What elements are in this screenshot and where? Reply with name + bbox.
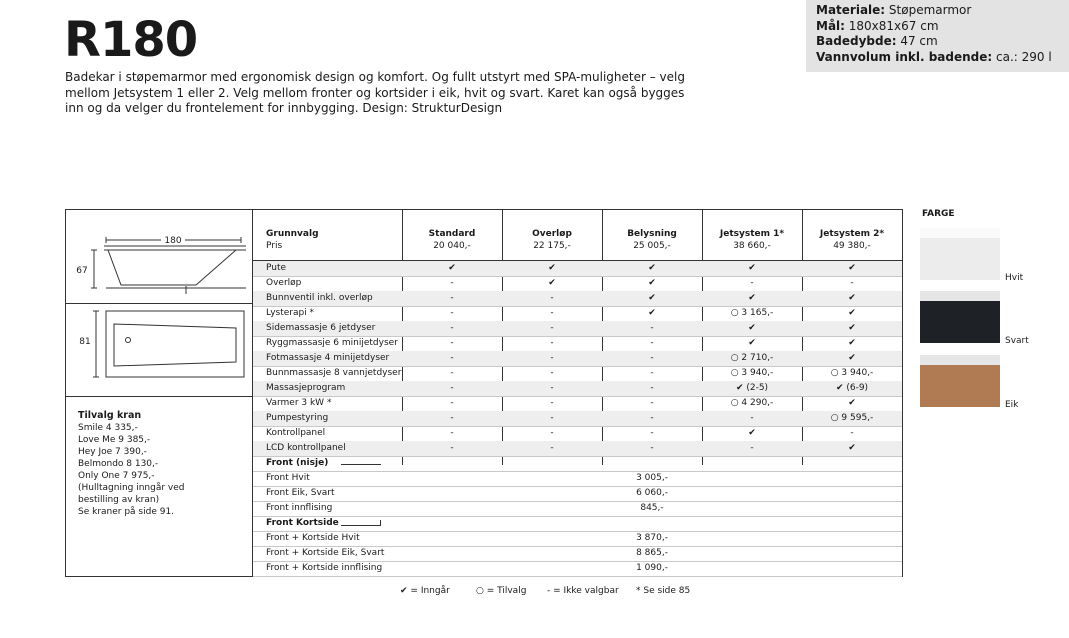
feature-label: Overløp [266,278,302,288]
front-price: 8 865,- [636,548,668,558]
front-label: Front Eik, Svart [266,488,335,498]
bathtub-drawing [66,210,252,396]
feature-cell: ✔ [648,263,656,273]
feature-cell: - [850,428,854,438]
column-header [502,228,602,252]
spec-label: Vannvolum inkl. badende: [816,49,993,64]
column-header [602,228,702,252]
column-header-price: 22 175,- [533,241,571,251]
swatch-rim [920,228,1000,238]
dimension-height: 67 [76,266,88,276]
feature-cell: ✔ [848,338,856,348]
column-header [802,228,902,252]
feature-cell: - [450,368,454,378]
row-divider [253,456,902,457]
section-line [341,464,381,465]
column-header-name: Standard [428,229,476,239]
column-header-price: 49 380,- [833,241,871,251]
legend-symbol: ✔ [400,586,408,596]
faucet-line: Belmondo 8 130,- [78,459,159,469]
swatch-rim [920,291,1000,301]
spec-line [816,34,1069,50]
column-header-name: Overløp [532,229,572,239]
legend-text: = Ikke valgbar [553,586,619,596]
feature-cell: ○ 4 290,- [730,398,774,408]
feature-cell: - [450,398,454,408]
legend-text: Se side 85 [643,586,691,596]
front-label: Front Hvit [266,473,310,483]
feature-cell: - [650,353,654,363]
feature-cell: - [750,413,754,423]
feature-cell: - [650,443,654,453]
color-swatch [920,355,1000,407]
spec-label: Mål: [816,18,845,33]
feature-cell: ✔ [548,278,556,288]
column-header-price: 25 005,- [633,241,671,251]
feature-cell: - [550,383,554,393]
section-title: Front Kortside [266,518,339,528]
dimension-width: 81 [79,337,91,347]
color-label: Svart [1005,336,1029,346]
feature-cell: ✔ [848,323,856,333]
feature-cell: - [650,413,654,423]
legend-item [476,585,526,597]
header-grunnvalg: Grunnvalg [266,229,319,239]
feature-cell: - [450,428,454,438]
color-title: FARGE [922,209,955,219]
feature-label: Pumpestyring [266,413,329,423]
legend-symbol: - [547,586,551,596]
feature-cell: - [450,413,454,423]
column-header-price: 38 660,- [733,241,771,251]
price-table [65,209,903,577]
spec-box [806,0,1069,72]
feature-cell: - [550,308,554,318]
feature-cell: ✔ [748,263,756,273]
feature-cell: - [850,278,854,288]
feature-cell: ✔ [848,308,856,318]
column-header-name: Belysning [627,229,677,239]
legend-item [636,585,690,597]
feature-cell: - [550,413,554,423]
feature-cell: - [750,443,754,453]
feature-cell: - [550,323,554,333]
feature-cell: ✔ (2-5) [735,383,769,393]
table-header-title [266,228,319,252]
feature-cell: - [550,443,554,453]
feature-cell: ✔ [748,338,756,348]
feature-cell: - [450,278,454,288]
front-price: 845,- [640,503,664,513]
legend-item [547,585,619,597]
feature-cell: - [450,308,454,318]
feature-cell: ○ 3 165,- [730,308,774,318]
feature-cell: - [450,383,454,393]
feature-cell: - [650,398,654,408]
feature-cell: ✔ [848,398,856,408]
feature-label: Fotmassasje 4 minijetdyser [266,353,390,363]
faucet-line: Only One 7 975,- [78,471,155,481]
feature-cell: ✔ [848,263,856,273]
faucet-line: Hey Joe 7 390,- [78,447,147,457]
section-title: Front (nisje) [266,458,329,468]
feature-cell: - [450,323,454,333]
row-divider [253,576,902,577]
faucet-line: bestilling av kran) [78,495,160,505]
spec-line [816,19,1069,35]
swatch-rim [920,355,1000,365]
faucet-options [78,410,185,518]
front-label: Front innflising [266,503,333,513]
feature-cell: ✔ [748,428,756,438]
row-divider [253,516,902,517]
front-price: 3 870,- [636,533,668,543]
feature-cell: ○ 9 595,- [830,413,874,423]
feature-cell: ○ 2 710,- [730,353,774,363]
spec-value: 47 cm [900,34,938,48]
feature-cell: ✔ (6-9) [835,383,869,393]
feature-cell: ✔ [848,353,856,363]
feature-cell: ○ 3 940,- [830,368,874,378]
feature-cell: - [450,338,454,348]
faucet-line: (Hulltagning inngår ved [78,483,185,493]
feature-cell: ✔ [648,308,656,318]
feature-cell: ✔ [748,293,756,303]
feature-cell: ○ 3 940,- [730,368,774,378]
spec-value: 180x81x67 cm [848,18,939,33]
feature-cell: - [650,383,654,393]
faucet-title: Tilvalg kran [78,410,142,421]
feature-cell: - [650,368,654,378]
front-label: Front + Kortside Eik, Svart [266,548,385,558]
feature-label: Pute [266,263,287,273]
feature-cell: - [450,293,454,303]
feature-cell: ✔ [548,263,556,273]
color-label: Eik [1005,400,1019,410]
front-label: Front + Kortside innflising [266,563,383,573]
product-description: Badekar i støpemarmor med ergonomisk design og komfort. Og fullt utstyrt med SPA-muligheter – velg mellom Jetsystem 1 eller 2. Velg mellom fronter og kortsider i eik, hvit og svart. Karet kan også bygges inn og da velger du frontelement for innbygging. Design: StrukturDesign [65,70,685,115]
faucet-line: Love Me 9 385,- [78,435,151,445]
column-header-name: Jetsystem 1* [719,229,785,239]
feature-cell: - [550,293,554,303]
feature-cell: ✔ [848,293,856,303]
feature-label: LCD kontrollpanel [266,443,346,453]
feature-label: Varmer 3 kW * [266,398,332,408]
color-swatch [920,291,1000,343]
feature-label: Bunnmassasje 8 vannjetdyser [266,368,402,378]
section-line [341,520,381,526]
spec-value: ca.: 290 l [996,49,1052,64]
feature-cell: ✔ [448,263,456,273]
feature-label: Kontrollpanel [266,428,326,438]
color-label: Hvit [1005,273,1024,283]
legend-item [400,585,450,597]
color-swatch [920,228,1000,280]
column-header [402,228,502,252]
front-price: 1 090,- [636,563,668,573]
dimension-length: 180 [164,236,182,246]
feature-cell: - [550,368,554,378]
spec-line [816,3,1069,19]
feature-cell: - [550,428,554,438]
feature-cell: - [550,338,554,348]
legend-symbol: ○ [476,586,484,596]
feature-cell: - [450,443,454,453]
front-price: 6 060,- [636,488,668,498]
column-header [702,228,802,252]
column-header-price: 20 040,- [433,241,471,251]
feature-cell: ✔ [648,293,656,303]
feature-cell: - [550,353,554,363]
spec-label: Badedybde: [816,34,897,48]
header-pris: Pris [266,241,283,251]
front-price: 3 005,- [636,473,668,483]
spec-value: Støpemarmor [888,3,972,17]
feature-cell: - [650,338,654,348]
feature-cell: ✔ [848,443,856,453]
spec-label: Materiale: [816,3,886,17]
legend-text: = Inngår [410,586,450,596]
feature-cell: - [750,278,754,288]
feature-cell: - [650,323,654,333]
feature-cell: ✔ [748,323,756,333]
model-title: R180 [64,12,198,68]
feature-label: Lysterapi * [266,308,315,318]
feature-cell: - [650,428,654,438]
front-label: Front + Kortside Hvit [266,533,360,543]
feature-cell: ✔ [648,278,656,288]
legend-symbol: * [636,586,641,596]
feature-label: Bunnventil inkl. overløp [266,293,373,303]
drawing-divider [66,396,252,397]
feature-cell: - [550,398,554,408]
feature-cell: - [450,353,454,363]
feature-label: Ryggmassasje 6 minijetdyser [266,338,398,348]
column-header-name: Jetsystem 2* [819,229,885,239]
spec-line [816,50,1069,66]
feature-label: Massasjeprogram [266,383,346,393]
feature-label: Sidemassasje 6 jetdyser [266,323,376,333]
legend-text: = Tilvalg [486,586,527,596]
faucet-line: Se kraner på side 91. [78,507,175,517]
faucet-line: Smile 4 335,- [78,423,138,433]
